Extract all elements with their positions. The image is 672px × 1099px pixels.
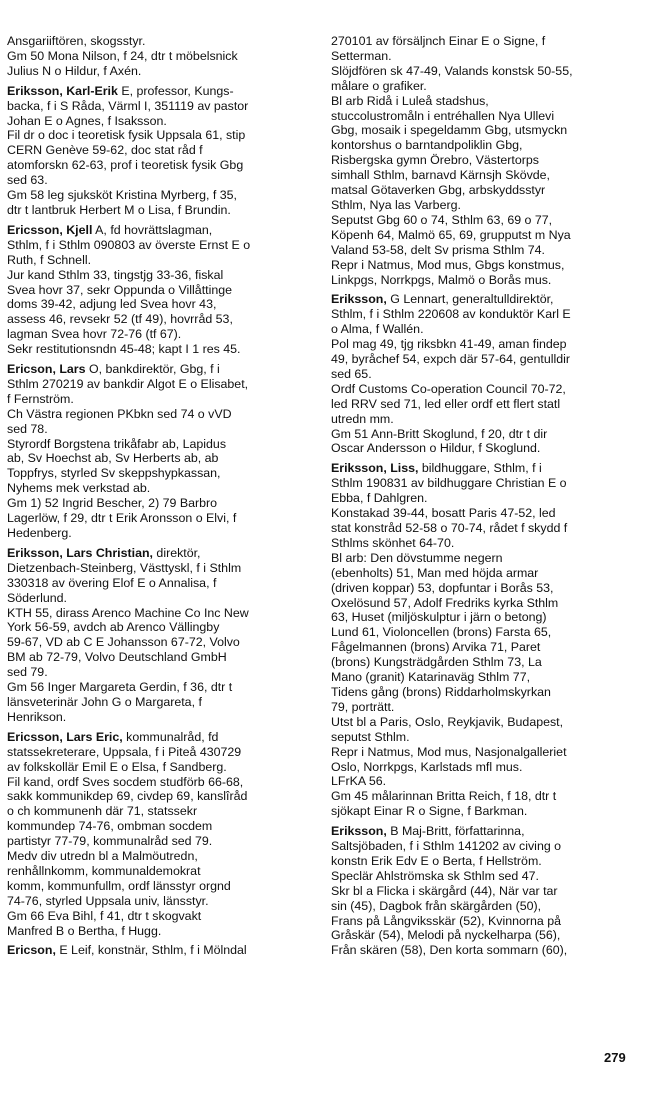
entry-line — [7, 377, 311, 392]
entry-text: Gm 51 Ann-Britt Skoglund, f 20, dtr t dir — [331, 426, 548, 441]
entry-text: sin (45), Dagbok från skärgården (50), — [331, 898, 542, 913]
entry-text: Svea hovr 37, sekr Oppunda o Villåttinge — [7, 282, 233, 297]
entry-name: Eriksson, Karl-Erik — [7, 83, 118, 98]
entry-line — [331, 914, 643, 929]
entry-line — [7, 745, 311, 760]
entry-text: direktör, — [152, 545, 201, 560]
entry-text: E, professor, Kungs- — [117, 83, 234, 98]
biography-entry — [331, 34, 643, 287]
entry-line — [7, 128, 311, 143]
entry-line — [331, 730, 643, 745]
entry-text: Köpenh 64, Malmö 65, 69, grupputst m Nya — [331, 227, 571, 242]
entry-text: o Alma, f Wallén. — [331, 322, 424, 337]
entry-line — [7, 99, 311, 114]
entry-text: (brons) Kungsträdgården Sthlm 73, La — [331, 655, 542, 670]
entry-text: Seputst Gbg 60 o 74, Sthlm 63, 69 o 77, — [331, 212, 553, 227]
entry-text: partistyr 77-79, kommunalråd sed 79. — [7, 834, 213, 849]
entry-text: Valand 53-58, delt Sv prisma Sthlm 74. — [331, 242, 545, 257]
entry-text: komm, kommunfullm, ordf länsstyr orgnd — [7, 878, 231, 893]
entry-line — [331, 109, 643, 124]
entry-text: av folkskollär Emil E o Elsa, f Sandberg. — [7, 759, 227, 774]
entry-line — [331, 521, 643, 536]
entry-name: Eriksson, Liss, — [331, 461, 419, 476]
entry-line — [331, 640, 643, 655]
entry-name: Ericsson, Kjell — [7, 222, 93, 237]
entry-line — [331, 596, 643, 611]
entry-line — [7, 268, 311, 283]
entry-text: Oxelösund 57, Adolf Fredriks kyrka Sthlm — [331, 595, 559, 610]
entry-text: atomforskn 62-63, prof i teoretisk fysik Gbg — [7, 158, 244, 173]
entry-line — [7, 591, 311, 606]
entry-text: Jur kand Sthlm 33, tingstjg 33-36, fiskal — [7, 267, 224, 282]
entry-line — [7, 665, 311, 680]
entry-line — [331, 928, 643, 943]
entry-line — [7, 114, 311, 129]
entry-text: Gm 1) 52 Ingrid Bescher, 2) 79 Barbro — [7, 496, 218, 511]
entry-line — [331, 899, 643, 914]
entry-text: Medv div utredn bl a Malmöutredn, — [7, 849, 198, 864]
entry-text: Repr i Natmus, Mod mus, Nasjonalgalleriet — [331, 744, 567, 759]
entry-line — [331, 427, 643, 442]
entry-name: Ericson, Lars — [7, 362, 86, 377]
entry-text: sakk kommunikdep 69, civdep 69, kanslîråd — [7, 789, 248, 804]
entry-text: York 56-59, avdch ab Arenco Vällingby — [7, 620, 220, 635]
entry-text: A, fd hovrättslagman, — [92, 222, 213, 237]
entry-text: Ansgariiftören, skogsstyr. — [7, 34, 146, 48]
entry-line — [331, 292, 643, 307]
entry-line — [331, 412, 643, 427]
entry-text: Sthlm, Nya las Varberg. — [331, 197, 461, 212]
entry-text: Setterman. — [331, 48, 392, 63]
biography-entry — [7, 730, 311, 939]
entry-text: kommunalråd, fd — [122, 729, 219, 744]
entry-text: Fil dr o doc i teoretisk fysik Uppsala 61, stip — [7, 128, 246, 143]
entry-text: länsveterinär John G o Margareta, f — [7, 694, 202, 709]
entry-line — [331, 536, 643, 551]
entry-text: Gm 45 målarinnan Britta Reich, f 18, dtr t — [331, 789, 557, 804]
entry-line — [7, 864, 311, 879]
entry-line — [7, 392, 311, 407]
entry-line — [7, 312, 311, 327]
entry-text: kommundep 74-76, ombman socdem — [7, 819, 213, 834]
entry-text: Nyhems mek verkstad ab. — [7, 481, 151, 496]
entry-text: matsal Götaverken Gbg, arbskyddsstyr — [331, 183, 546, 198]
entry-line — [331, 198, 643, 213]
entry-line — [331, 352, 643, 367]
entry-line — [7, 789, 311, 804]
entry-line — [331, 397, 643, 412]
biography-entry — [331, 292, 643, 456]
entry-line — [331, 610, 643, 625]
entry-text: Lagerlöw, f 29, dtr t Erik Aronsson o Elvi, f — [7, 511, 237, 526]
entry-name: Eriksson, Lars Christian, — [7, 545, 153, 560]
entry-line — [7, 342, 311, 357]
entry-line — [331, 943, 643, 958]
entry-line — [331, 760, 643, 775]
entry-text: LFrKA 56. — [331, 774, 387, 789]
entry-text: sjökapt Einar R o Signe, f Barkman. — [331, 804, 528, 819]
biography-entry — [7, 943, 311, 958]
entry-text: Tidens gång (brons) Riddarholmskyrkan — [331, 684, 551, 699]
entry-text: 63, Huset (miljöskulptur i järn o betong) — [331, 610, 547, 625]
entry-line — [331, 789, 643, 804]
entry-text: Sthlm, f i Sthlm 090803 av överste Ernst E o — [7, 237, 251, 252]
entry-text: Ordf Customs Co-operation Council 70-72, — [331, 381, 566, 396]
entry-line — [331, 461, 643, 476]
entry-text: stat konstråd 52-58 o 70-74, rådet f skydd f — [331, 521, 568, 535]
entry-text: Toppfrys, styrled Sv skeppshypkassan, — [7, 466, 221, 481]
entry-line — [7, 909, 311, 924]
entry-line — [7, 64, 311, 79]
entry-line — [331, 183, 643, 198]
entry-line — [331, 322, 643, 337]
biography-entry — [7, 34, 311, 79]
entry-text: Gråskär (54), Melodi på nyckelharpa (56), — [331, 928, 561, 943]
entry-text: Från skären (58), Den korta sommarn (60), — [331, 943, 568, 958]
biography-entry — [7, 84, 311, 218]
entry-text: E Leif, konstnär, Sthlm, f i Mölndal — [55, 943, 247, 958]
entry-text: 330318 av övering Elof E o Annalisa, f — [7, 575, 217, 590]
entry-line — [7, 437, 311, 452]
entry-line — [331, 228, 643, 243]
entry-text: Risbergska gymn Örebro, Västertorps — [331, 153, 539, 168]
biography-entry — [331, 824, 643, 958]
entry-line — [7, 422, 311, 437]
entry-name: Eriksson, — [331, 292, 387, 307]
entry-text: O, bankdirektör, Gbg, f i — [85, 362, 220, 377]
entry-line — [7, 407, 311, 422]
entry-text: Styrordf Borgstena trikåfabr ab, Lapidus — [7, 436, 227, 451]
entry-line — [7, 546, 311, 561]
entry-line — [331, 491, 643, 506]
entry-line — [331, 506, 643, 521]
entry-text: 74-76, styrled Uppsala univ, länsstyr. — [7, 893, 209, 908]
entry-line — [7, 680, 311, 695]
entry-line — [7, 49, 311, 64]
entry-line — [7, 253, 311, 268]
entry-text: kontorshus o barntandpoliklin Gbg, — [331, 138, 523, 153]
entry-line — [7, 362, 311, 377]
entry-line — [331, 839, 643, 854]
entry-text: stuccolustromåln i entréhallen Nya Ullevi — [331, 108, 555, 123]
entry-text: Gm 66 Eva Bihl, f 41, dtr t skogvakt — [7, 908, 202, 923]
entry-text: Ch Västra regionen PKbkn sed 74 o vVD — [7, 406, 232, 421]
entry-text: Gm 50 Mona Nilson, f 24, dtr t möbelsnick — [7, 48, 238, 63]
entry-line — [7, 451, 311, 466]
entry-line — [7, 576, 311, 591]
entry-text: sed 79. — [7, 665, 48, 680]
entry-line — [331, 49, 643, 64]
entry-line — [7, 804, 311, 819]
entry-text: konstn Erik Edv E o Berta, f Hellström. — [331, 853, 542, 868]
entry-text: B Maj-Britt, författarinna, — [386, 824, 525, 839]
entry-text: seputst Sthlm. — [331, 729, 410, 744]
entry-text: Johan E o Agnes, f Isaksson. — [7, 113, 167, 128]
entry-line — [331, 745, 643, 760]
entry-text: Saltsjöbaden, f i Sthlm 141202 av civing o — [331, 839, 562, 854]
entry-text: Utst bl a Paris, Oslo, Reykjavik, Budapest, — [331, 714, 564, 729]
entry-line — [7, 297, 311, 312]
entry-line — [7, 819, 311, 834]
entry-text: Skr bl a Flicka i skärgård (44), När var tar — [331, 883, 558, 898]
entry-line — [7, 879, 311, 894]
entry-line — [331, 382, 643, 397]
entry-text: Sthlm 190831 av bildhuggare Christian E o — [331, 476, 567, 491]
entry-line — [7, 84, 311, 99]
entry-text: simhall Sthlm, barnavd Kärnsjh Skövde, — [331, 168, 551, 183]
entry-text: backa, f i S Råda, Värml I, 351119 av pastor — [7, 98, 249, 113]
entry-line — [7, 760, 311, 775]
entry-line — [331, 367, 643, 382]
entry-text: G Lennart, generaltulldirektör, — [386, 292, 554, 307]
entry-line — [7, 203, 311, 218]
entry-line — [331, 824, 643, 839]
entry-text: Sthlm, f i Sthlm 220608 av konduktör Karl E — [331, 307, 571, 322]
entry-text: Ebba, f Dahlgren. — [331, 491, 428, 506]
entry-name: Ericsson, Lars Eric, — [7, 729, 123, 744]
entry-text: Lund 61, Violoncellen (brons) Farsta 65, — [331, 625, 552, 640]
entry-text: KTH 55, dirass Arenco Machine Co Inc New — [7, 605, 249, 620]
entry-text: (ebenholts) 51, Man med höjda armar — [331, 565, 539, 580]
entry-text: Gbg, mosaik i spegeldamm Gbg, utsmyckn — [331, 123, 568, 138]
entry-text: renhållnkomm, kommunaldemokrat — [7, 863, 201, 878]
entry-text: Manfred B o Bertha, f Hugg. — [7, 923, 162, 938]
entry-text: statssekreterare, Uppsala, f i Piteå 430729 — [7, 744, 242, 759]
entry-line — [7, 223, 311, 238]
entry-text: Gm 58 leg sjuksköt Kristina Myrberg, f 35, — [7, 188, 238, 203]
entry-line — [331, 869, 643, 884]
entry-text: o ch kommunenh där 71, statssekr — [7, 804, 198, 819]
entry-line — [7, 283, 311, 298]
entry-text: Hedenberg. — [7, 526, 72, 540]
entry-line — [331, 258, 643, 273]
biography-entry — [7, 362, 311, 541]
entry-line — [331, 337, 643, 352]
entry-text: (driven koppar) 53, dopfuntar i Borås 53, — [331, 580, 554, 595]
entry-line — [7, 730, 311, 745]
entry-line — [331, 213, 643, 228]
entry-line — [331, 168, 643, 183]
entry-line — [7, 327, 311, 342]
entry-line — [331, 441, 643, 456]
entry-line — [7, 894, 311, 909]
entry-line — [331, 566, 643, 581]
entry-line — [331, 804, 643, 819]
entry-text: Linkpgs, Norrkpgs, Malmö o Borås mus. — [331, 272, 552, 287]
entry-line — [331, 153, 643, 168]
entry-line — [7, 924, 311, 939]
entry-line — [7, 511, 311, 526]
biography-entry — [331, 461, 643, 819]
entry-line — [7, 158, 311, 173]
entry-line — [331, 774, 643, 789]
entry-line — [7, 143, 311, 158]
entry-line — [7, 188, 311, 203]
entry-line — [7, 561, 311, 576]
entry-text: utredn mm. — [331, 411, 394, 426]
right-column — [331, 34, 643, 963]
entry-text: Konstakad 39-44, bosatt Paris 47-52, led — [331, 506, 556, 521]
entry-text: CERN Genève 59-62, doc stat råd f — [7, 143, 203, 158]
entry-line — [7, 834, 311, 849]
entry-line — [331, 655, 643, 670]
entry-line — [7, 695, 311, 710]
entry-text: led RRV sed 71, led eller ordf ett flert statl — [331, 396, 561, 411]
entry-text: Dietzenbach-Steinberg, Västtyskl, f i Sthlm — [7, 560, 242, 575]
entry-text: 270101 av försäljnch Einar E o Signe, f — [331, 34, 546, 48]
entry-text: sed 78. — [7, 421, 48, 436]
entry-text: målare o grafiker. — [331, 78, 427, 93]
entry-text: Fågelmannen (brons) Arvika 71, Paret — [331, 640, 541, 655]
entry-line — [331, 64, 643, 79]
entry-line — [331, 94, 643, 109]
entry-line — [331, 79, 643, 94]
entry-line — [7, 238, 311, 253]
entry-line — [331, 307, 643, 322]
entry-text: Henrikson. — [7, 709, 67, 724]
entry-text: BM ab 72-79, Volvo Deutschland GmbH — [7, 650, 227, 665]
entry-text: Speclär Ahlströmska sk Sthlm sed 47. — [331, 868, 539, 883]
entry-text: Fil kand, ordf Sves socdem studförb 66-68, — [7, 774, 244, 789]
entry-line — [331, 551, 643, 566]
entry-text: Sthlm 270219 av bankdir Algot E o Elisabet, — [7, 376, 249, 391]
entry-line — [7, 650, 311, 665]
entry-line — [7, 34, 311, 49]
entry-line — [331, 243, 643, 258]
entry-line — [331, 884, 643, 899]
entry-text: 79, porträtt. — [331, 699, 395, 714]
entry-text: sed 65. — [331, 366, 372, 381]
entry-line — [7, 496, 311, 511]
entry-line — [7, 620, 311, 635]
entry-text: doms 39-42, adjung led Svea hovr 43, — [7, 297, 217, 312]
biography-entry — [7, 223, 311, 357]
entry-text: assess 46, revsekr 52 (tf 49), hovrråd 53, — [7, 312, 233, 327]
entry-line — [331, 625, 643, 640]
entry-text: Slöjdfören sk 47-49, Valands konstsk 50-55, — [331, 63, 573, 78]
entry-text: lagman Svea hovr 72-76 (tf 67). — [7, 327, 182, 342]
entry-line — [331, 854, 643, 869]
entry-line — [7, 606, 311, 621]
entry-line — [7, 943, 311, 958]
entry-line — [7, 481, 311, 496]
entry-line — [7, 466, 311, 481]
entry-line — [331, 476, 643, 491]
entry-line — [7, 775, 311, 790]
entry-line — [331, 700, 643, 715]
entry-line — [331, 123, 643, 138]
entry-text: dtr t lantbruk Herbert M o Lisa, f Brundin. — [7, 202, 231, 217]
entry-line — [7, 849, 311, 864]
entry-text: ab, Sv Hoechst ab, Sv Herberts ab, ab — [7, 451, 219, 466]
entry-text: sed 63. — [7, 173, 48, 188]
entry-text: 49, byråchef 54, expch där 57-64, gentulldir — [331, 352, 571, 367]
entry-text: Söderlund. — [7, 590, 67, 605]
entry-text: Sekr restitutionsndn 45-48; kapt I 1 res 45. — [7, 342, 241, 357]
entry-line — [331, 670, 643, 685]
entry-line — [331, 273, 643, 288]
page-number: 279 — [604, 1050, 626, 1065]
entry-text: Bl arb: Den dövstumme negern — [331, 550, 503, 565]
biography-entry — [7, 546, 311, 725]
entry-text: Gm 56 Inger Margareta Gerdin, f 36, dtr t — [7, 680, 233, 695]
entry-text: Oscar Andersson o Hildur, f Skoglund. — [331, 441, 541, 456]
entry-text: bildhuggare, Sthlm, f i — [418, 461, 542, 476]
entry-text: Repr i Natmus, Mod mus, Gbgs konstmus, — [331, 257, 565, 272]
entry-line — [331, 715, 643, 730]
entry-line — [331, 685, 643, 700]
entry-line — [331, 138, 643, 153]
entry-text: Sthlms skönhet 64-70. — [331, 535, 455, 550]
entry-line — [331, 581, 643, 596]
entry-text: Mano (granit) Katarinaväg Sthlm 77, — [331, 670, 531, 685]
entry-text: Pol mag 49, tjg riksbkn 41-49, aman findep — [331, 337, 567, 352]
entry-name: Ericson, — [7, 943, 56, 958]
entry-text: Ruth, f Schnell. — [7, 252, 92, 267]
entry-line — [331, 34, 643, 49]
entry-text: Julius N o Hildur, f Axén. — [7, 63, 142, 78]
entry-text: Bl arb Ridå i Luleå stadshus, — [331, 93, 489, 108]
entry-text: 59-67, VD ab C E Johansson 67-72, Volvo — [7, 635, 240, 650]
entry-line — [7, 526, 311, 541]
entry-line — [7, 635, 311, 650]
entry-text: Frans på Långviksskär (52), Kvinnorna på — [331, 913, 562, 928]
entry-text: f Fernström. — [7, 391, 74, 406]
entry-text: Oslo, Norrkpgs, Karlstads mfl mus. — [331, 759, 523, 774]
entry-name: Eriksson, — [331, 824, 387, 839]
left-column — [7, 34, 311, 963]
entry-line — [7, 173, 311, 188]
entry-line — [7, 710, 311, 725]
